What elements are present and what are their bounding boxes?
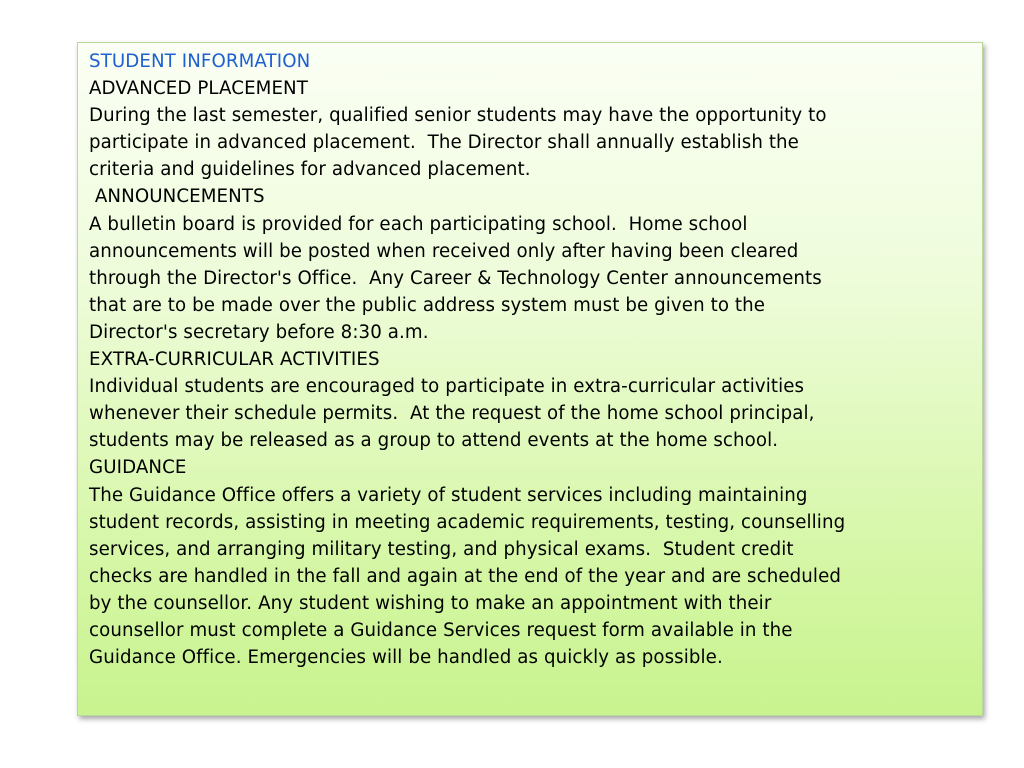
paragraph-line: by the counsellor. Any student wishing to make an appointment with their <box>89 592 772 614</box>
paragraph-line: Guidance Office. Emergencies will be handled as quickly as possible. <box>89 647 723 669</box>
document-title: STUDENT INFORMATION <box>89 51 311 72</box>
paragraph-line: counsellor must complete a Guidance Services request form available in the <box>89 619 793 641</box>
paragraph-line: participate in advanced placement. The Director shall annually establish the <box>89 132 799 154</box>
section-guidance <box>89 454 972 671</box>
paragraph-line: Director's secretary before 8:30 a.m. <box>89 321 429 343</box>
paragraph-line: whenever their schedule permits. At the request of the home school principal, <box>89 403 815 425</box>
paragraph-line: checks are handled in the fall and again at the end of the year and are scheduled <box>89 565 842 587</box>
section-heading: GUIDANCE <box>89 457 187 479</box>
paragraph-line: criteria and guidelines for advanced placement. <box>89 159 531 181</box>
section-heading: ANNOUNCEMENTS <box>89 186 265 208</box>
paragraph-line: services, and arranging military testing, and physical exams. Student credit <box>89 538 794 560</box>
paragraph-line: students may be released as a group to attend events at the home school. <box>89 430 779 452</box>
section-announcements <box>89 183 972 346</box>
paragraph-line: Individual students are encouraged to participate in extra-curricular activities <box>89 376 805 398</box>
paragraph-line: A bulletin board is provided for each participating school. Home school <box>89 213 748 235</box>
paragraph-line: The Guidance Office offers a variety of student services including maintaining <box>89 484 808 506</box>
section-advanced-placement <box>89 75 972 183</box>
paragraph-line: student records, assisting in meeting academic requirements, testing, counselling <box>89 511 846 533</box>
paragraph-line: During the last semester, qualified senior students may have the opportunity to <box>89 105 827 127</box>
paragraph-line: that are to be made over the public address system must be given to the <box>89 294 766 316</box>
section-heading: EXTRA-CURRICULAR ACTIVITIES <box>89 349 380 371</box>
section-extra-curricular-activities <box>89 346 972 454</box>
paragraph-line: through the Director's Office. Any Career & Technology Center announcements <box>89 267 822 289</box>
section-heading: ADVANCED PLACEMENT <box>89 78 308 100</box>
paragraph-line: announcements will be posted when received only after having been cleared <box>89 240 799 262</box>
student-information-text-box <box>77 42 983 716</box>
